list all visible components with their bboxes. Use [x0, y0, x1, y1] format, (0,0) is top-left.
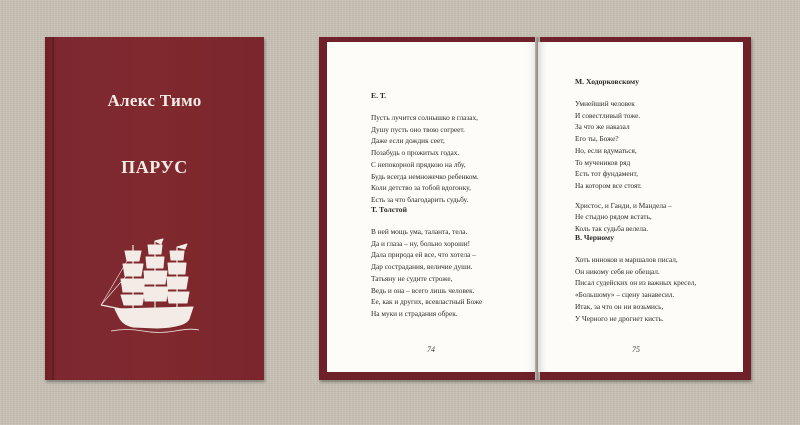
poem-line: С непокорной прядкою на лбу, [371, 159, 466, 169]
page-number: 75 [632, 345, 640, 354]
poem-line: Татьяну не судите строже, [371, 273, 453, 283]
cover-title: ПАРУС [121, 157, 188, 177]
cover-author: Алекс Тимо [107, 91, 202, 110]
cover-spine-edge [52, 37, 54, 380]
poem-line: Коль так судьба велела. [575, 224, 649, 234]
poem-line: Да и глаза – ну, больно хороши! [371, 238, 471, 248]
poem-line: Коли детство за тобой вдогонку, [371, 183, 471, 193]
page-number: 74 [427, 345, 435, 354]
poem-e-t [371, 91, 479, 206]
open-book [319, 37, 751, 380]
poem-line: Хоть инноков и маршалов писал, [575, 255, 678, 264]
poem-line: Христос, и Ганди, и Мандела – [575, 200, 672, 210]
poem-v-chernomu [575, 233, 696, 324]
poem-line: Есть тот фундамент, [575, 169, 638, 179]
poem-line: И совестливый тоже. [575, 110, 641, 120]
poem-line: Умнейший человек [575, 99, 635, 108]
poem-line: На котором все стоят. [575, 180, 642, 190]
poem-title: М. Ходорковскому [575, 77, 639, 86]
poem-title: В. Черному [575, 233, 615, 242]
poem-line: В ней мощь ума, таланта, тела. [371, 227, 468, 236]
poem-title: Е. Т. [371, 91, 387, 100]
right-page [538, 42, 743, 372]
poem-line: «Большому» – сцену занавесил. [575, 290, 675, 300]
poem-line: Есть за что благодарить судьбу. [371, 194, 469, 204]
poem-line: За что же наказал [575, 122, 630, 132]
poem-khodorkovsky [575, 77, 672, 235]
left-page [327, 42, 537, 372]
poem-line: На муки и страдания обрек. [371, 308, 458, 318]
poem-line: Ее, как и других, всевластный Боже [371, 297, 483, 307]
poem-line: То мучеников ряд [575, 157, 631, 167]
poem-line: Душу пусть оно твою согреет. [371, 124, 465, 134]
poem-line: Позабудь о прожитых годах. [371, 148, 460, 158]
book-cover [45, 37, 264, 380]
poem-t-tolstoy [371, 205, 482, 320]
sailing-ship-icon [97, 235, 209, 347]
poem-title: Т. Толстой [371, 205, 407, 214]
poem-line: Дар сострадания, величие души. [371, 262, 473, 272]
poem-line: Пусть лучится солнышко в глазах, [371, 113, 478, 122]
poem-line: Дала природа ей все, что хотела – [371, 250, 476, 260]
poem-line: Не стыдно рядом встать, [575, 212, 652, 222]
poem-line: Но, если вдуматься, [575, 145, 637, 155]
poem-line: Итак, за что он ни возьмись, [575, 301, 664, 311]
poem-line: Он никому себя не обещал. [575, 266, 660, 276]
poem-line: Даже если дождик сеет, [371, 136, 445, 146]
poem-line: Писал судейских он из важных кресел, [575, 278, 697, 288]
poem-line: Его ты, Боже? [575, 134, 619, 144]
poem-line: Ведь и она – всего лишь человек. [371, 285, 475, 295]
poem-line: Будь всегда немножечко ребенком. [371, 171, 479, 181]
poem-line: У Черного не дрогнет кисть. [575, 313, 664, 323]
